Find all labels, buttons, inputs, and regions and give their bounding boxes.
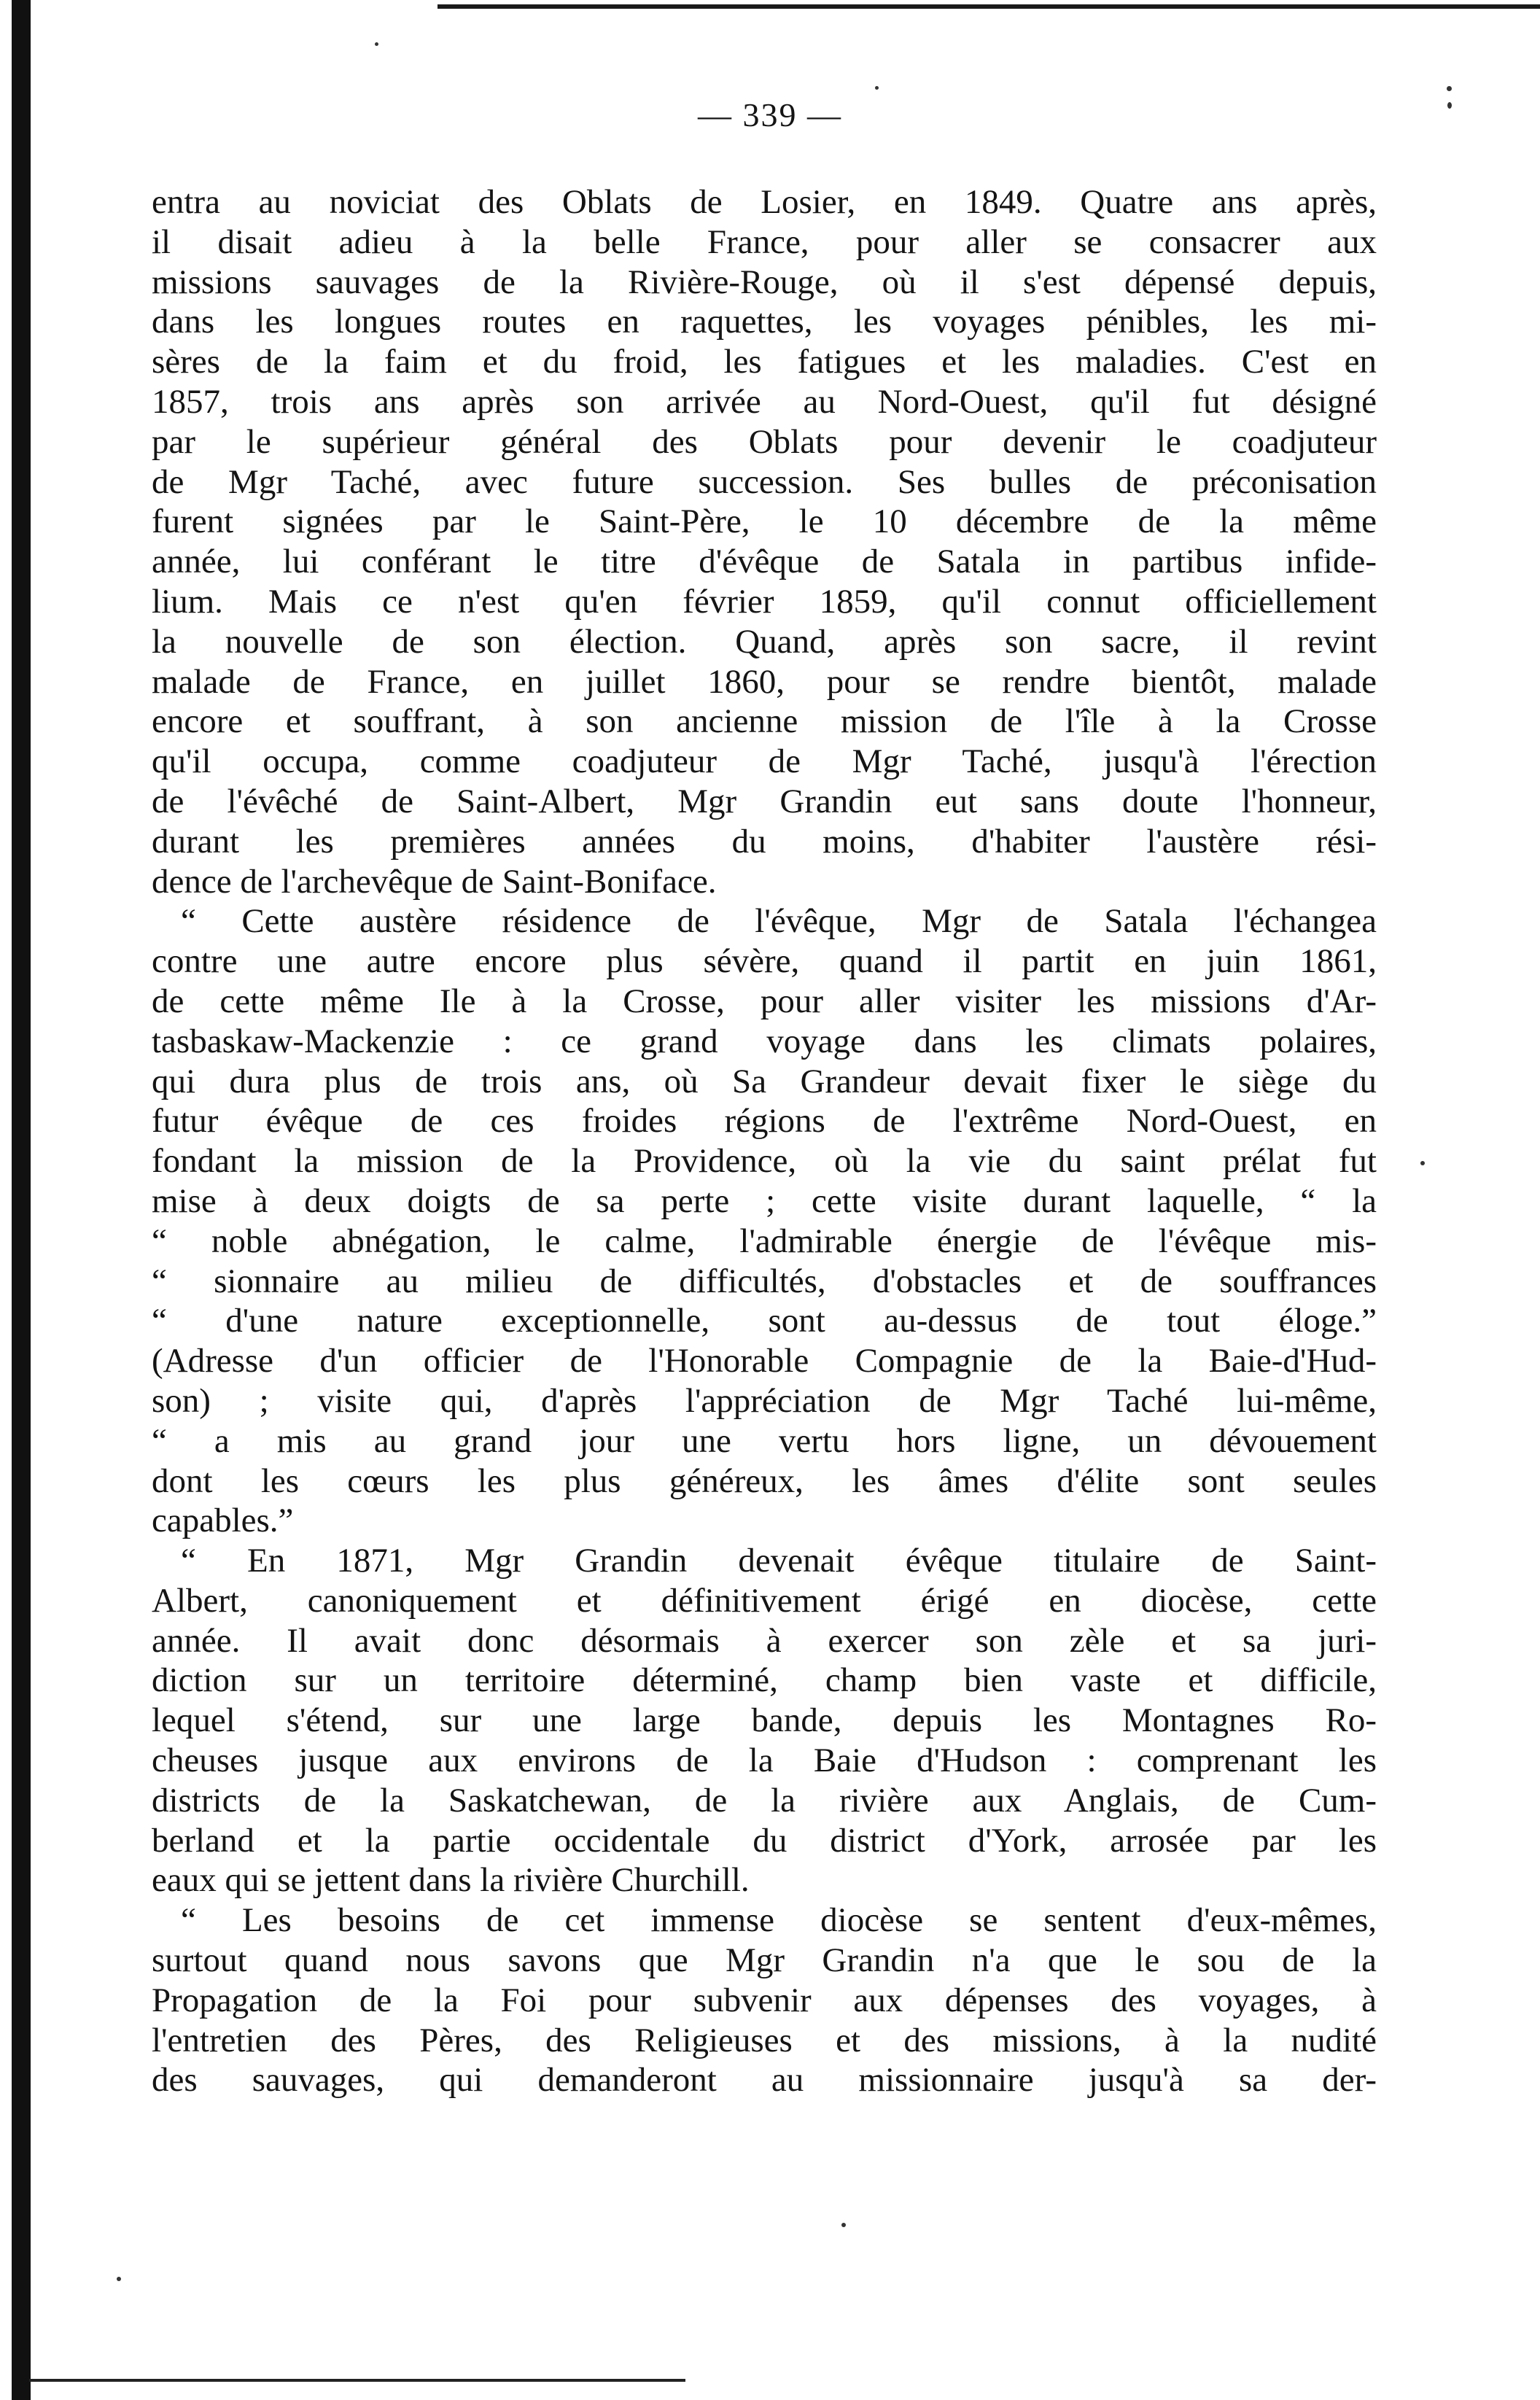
text-line: tasbaskaw-Mackenzie : ce grand voyage dans les climats polaires, [152,1022,1377,1060]
text-line: de l'évêché de Saint-Albert, Mgr Grandin eut sans doute l'honneur, [152,782,1377,820]
text-line: districts de la Saskatchewan, de la rivière aux Anglais, de Cum- [152,1781,1377,1820]
text-line: des sauvages, qui demanderont au missionnaire jusqu'à sa der- [152,2061,1377,2100]
text-line: “ noble abnégation, le calme, l'admirable énergie de l'évêque mis- [152,1222,1377,1260]
text-line: de cette même Ile à la Crosse, pour aller visiter les missions d'Ar- [152,982,1377,1020]
text-line: il disait adieu à la belle France, pour aller se consacrer aux [152,222,1377,261]
scan-top-edge [438,4,1540,9]
text-line: qui dura plus de trois ans, où Sa Grandeur devait fixer le siège du [152,1062,1377,1100]
text-line: lium. Mais ce n'est qu'en février 1859, qu'il connut officiellement [152,582,1377,621]
text-line: “ Cette austère résidence de l'évêque, Mgr de Satala l'échangea [181,902,1377,941]
body-text [152,182,1377,2224]
text-line: “ sionnaire au milieu de difficultés, d'obstacles et de souffrances [152,1262,1377,1300]
text-line: furent signées par le Saint-Père, le 10 décembre de la même [152,502,1377,541]
text-line: surtout quand nous savons que Mgr Grandin n'a que le sou de la [152,1941,1377,1980]
text-line: futur évêque de ces froides régions de l'extrême Nord-Ouest, en [152,1102,1377,1141]
scan-speck [117,2277,121,2281]
scan-speck [1447,86,1452,91]
text-line: par le supérieur général des Oblats pour devenir le coadjuteur [152,422,1377,461]
scan-left-edge [12,0,31,2400]
text-line: dans les longues routes en raquettes, les voyages pénibles, les mi- [152,303,1377,341]
text-line: dont les cœurs les plus généreux, les âmes d'élite sont seules [152,1461,1377,1500]
text-line: la nouvelle de son élection. Quand, après son sacre, il revint [152,622,1377,661]
text-line: année, lui conférant le titre d'évêque de Satala in partibus infide- [152,543,1377,581]
text-line: malade de France, en juillet 1860, pour se rendre bientôt, malade [152,662,1377,701]
text-line: 1857, trois ans après son arrivée au Nord-Ouest, qu'il fut désigné [152,382,1377,421]
text-line: mise à deux doigts de sa perte ; cette visite durant laquelle, “ la [152,1181,1377,1220]
text-line: Propagation de la Foi pour subvenir aux dépenses des voyages, à [152,1981,1377,2019]
text-line: sères de la faim et du froid, les fatigues et les maladies. C'est en [152,343,1377,381]
scan-speck [375,42,378,46]
text-line: eaux qui se jettent dans la rivière Churchill. [152,1861,750,1900]
text-line: “ Les besoins de cet immense diocèse se sentent d'eux-mêmes, [181,1901,1377,1940]
text-line: son) ; visite qui, d'après l'appréciation de Mgr Taché lui-même, [152,1381,1377,1420]
text-line: entra au noviciat des Oblats de Losier, en 1849. Quatre ans après, [152,183,1377,221]
text-line: encore et souffrant, à son ancienne mission de l'île à la Crosse [152,702,1377,741]
text-line: diction sur un territoire déterminé, champ bien vaste et difficile, [152,1661,1377,1700]
text-line: dence de l'archevêque de Saint-Boniface. [152,862,717,901]
scan-bottom-edge [29,2379,685,2382]
scan-speck [1420,1161,1425,1165]
text-line: capables.” [152,1502,294,1540]
text-line: Albert, canoniquement et définitivement érigé en diocèse, cette [152,1581,1377,1620]
text-line: cheuses jusque aux environs de la Baie d'Hudson : comprenant les [152,1741,1377,1780]
text-line: fondant la mission de la Providence, où la vie du saint prélat fut [152,1142,1377,1181]
page-number: — 339 — [698,96,842,133]
text-line: de Mgr Taché, avec future succession. Ses bulles de préconisation [152,462,1377,501]
text-line: durant les premières années du moins, d'habiter l'austère rési- [152,822,1377,861]
text-line: missions sauvages de la Rivière-Rouge, où il s'est dépensé depuis, [152,263,1377,301]
scan-speck [875,86,879,90]
text-line: lequel s'étend, sur une large bande, depuis les Montagnes Ro- [152,1701,1377,1740]
text-line: contre une autre encore plus sévère, quand il partit en juin 1861, [152,942,1377,981]
text-line: “ d'une nature exceptionnelle, sont au-dessus de tout éloge.” [152,1302,1377,1340]
text-line: berland et la partie occidentale du district d'York, arrosée par les [152,1821,1377,1860]
text-line: (Adresse d'un officier de l'Honorable Compagnie de la Baie-d'Hud- [152,1342,1377,1380]
text-line: “ En 1871, Mgr Grandin devenait évêque titulaire de Saint- [181,1542,1377,1580]
text-line: année. Il avait donc désormais à exercer son zèle et sa juri- [152,1621,1377,1660]
text-line: l'entretien des Pères, des Religieuses et des missions, à la nudité [152,2021,1377,2059]
text-line: “ a mis au grand jour une vertu hors ligne, un dévouement [152,1421,1377,1460]
text-line: qu'il occupa, comme coadjuteur de Mgr Taché, jusqu'à l'érection [152,742,1377,781]
